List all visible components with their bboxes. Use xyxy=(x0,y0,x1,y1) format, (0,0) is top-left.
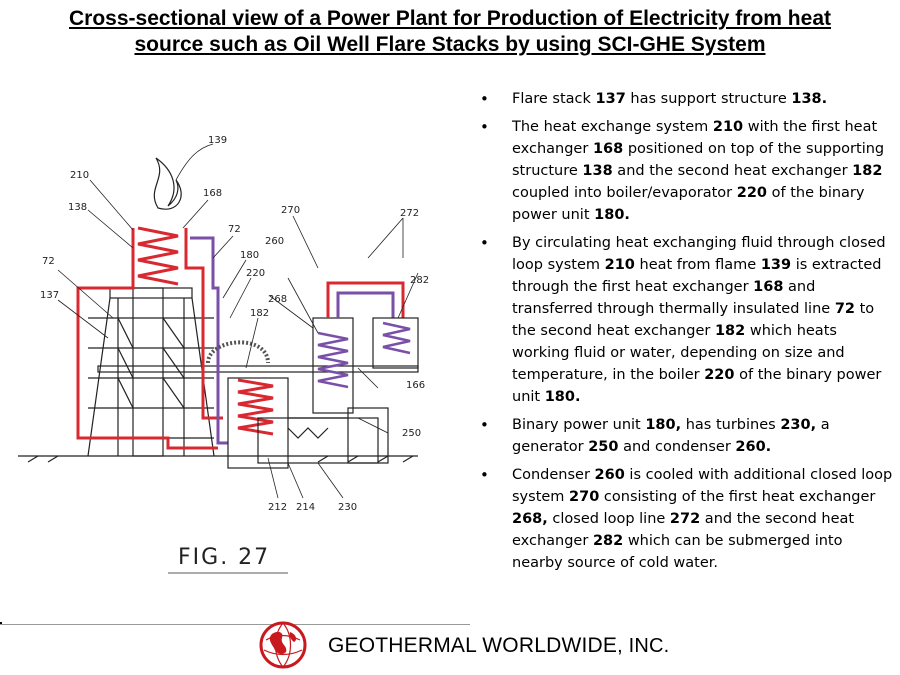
ground xyxy=(18,456,418,462)
reference-number: 180, xyxy=(645,417,682,433)
bullet-text: a generator xyxy=(512,417,830,455)
reference-number: 272 xyxy=(669,511,701,527)
label-139: 139 xyxy=(208,135,228,146)
bullet-text: Binary power unit xyxy=(512,417,646,433)
bullet-text: is extracted through the first heat exchanger xyxy=(512,257,882,295)
bullet-text: and condenser xyxy=(618,439,736,455)
reference-number: 260 xyxy=(594,467,625,483)
label-72-left: 72 xyxy=(42,256,55,267)
bullet-text: and transferred through thermally insulated line xyxy=(512,279,835,317)
label-166: 166 xyxy=(406,380,426,391)
label-250: 250 xyxy=(402,428,422,439)
figure-caption: FIG. 27 xyxy=(178,545,271,570)
bullet-text: and the second heat exchanger xyxy=(512,511,855,549)
label-230: 230 xyxy=(338,502,358,513)
title-line-1: Cross-sectional view of a Power Plant for Production of Electricity from heat xyxy=(69,7,831,30)
reference-number: 250 xyxy=(588,439,619,455)
bullet-text: has turbines xyxy=(681,417,781,433)
bullet-text: heat from flame xyxy=(634,257,761,273)
label-270: 270 xyxy=(281,205,301,216)
bullet-item xyxy=(478,88,896,110)
globe-logo-icon xyxy=(258,620,308,670)
bullet-text: positioned on top of the supporting structure xyxy=(512,141,885,179)
bullet-text: to the second heat exchanger xyxy=(512,301,875,339)
slide-title xyxy=(0,6,900,58)
reference-number: 168 xyxy=(753,279,784,295)
label-212: 212 xyxy=(268,502,288,513)
bullet-item xyxy=(478,232,896,408)
heat-exchanger-168 xyxy=(78,228,223,448)
label-168: 168 xyxy=(203,188,223,199)
reference-number: 139 xyxy=(760,257,792,273)
power-plant-diagram xyxy=(18,118,458,588)
bullet-item xyxy=(478,116,896,226)
bullet-text: is cooled with additional closed loop system xyxy=(512,467,893,505)
label-214: 214 xyxy=(296,502,316,513)
reference-number: 210 xyxy=(604,257,635,273)
reference-number: 182 xyxy=(852,163,883,179)
binary-power-unit-180 xyxy=(208,342,388,468)
leader-lines xyxy=(58,144,418,498)
bullet-text: has support structure xyxy=(625,91,792,107)
reference-number: 72 xyxy=(834,301,855,317)
bullet-text: and the second heat exchanger xyxy=(612,163,853,179)
reference-number: 220 xyxy=(704,367,735,383)
company-name-text: GEOTHERMAL WORLDWIDE xyxy=(328,634,618,657)
reference-number: 182 xyxy=(714,323,746,339)
bullet-text: coupled into boiler/evaporator xyxy=(512,185,737,201)
label-268: 268 xyxy=(268,294,288,305)
bullet-text: with the first heat exchanger xyxy=(512,119,878,157)
bullet-text: By circulating heat exchanging fluid through closed loop system xyxy=(512,235,886,273)
reference-number: 137 xyxy=(595,91,626,107)
bullet-item xyxy=(478,414,896,458)
label-260: 260 xyxy=(265,236,285,247)
reference-number: 168 xyxy=(592,141,624,157)
reference-number: 138 xyxy=(582,163,613,179)
reference-number: 180. xyxy=(594,207,630,223)
reference-number: 220 xyxy=(736,185,768,201)
bullet-text: consisting of the first heat exchanger xyxy=(599,489,876,505)
reference-number: 270 xyxy=(569,489,600,505)
reference-number: 230, xyxy=(780,417,817,433)
reference-number: 180. xyxy=(544,389,581,405)
label-182: 182 xyxy=(250,308,270,319)
description-list xyxy=(478,88,896,580)
bullet-text: of the binary power unit xyxy=(512,367,882,405)
reference-number: 268, xyxy=(512,511,548,527)
label-220: 220 xyxy=(246,268,266,279)
bullet-text: closed loop line xyxy=(547,511,670,527)
title-line-2: source such as Oil Well Flare Stacks by using SCI-GHE System xyxy=(134,33,766,56)
label-282: 282 xyxy=(410,275,430,286)
label-272: 272 xyxy=(400,208,420,219)
bullet-text: of the binary power unit xyxy=(512,185,865,223)
bullet-text: which can be submerged into nearby source of cold water. xyxy=(512,533,843,571)
label-210: 210 xyxy=(70,170,90,181)
label-72-right: 72 xyxy=(228,224,241,235)
bullet-item xyxy=(478,464,896,574)
flame-icon xyxy=(154,158,181,209)
bullet-text: The heat exchange system xyxy=(512,119,713,135)
reference-number: 210 xyxy=(712,119,744,135)
label-137: 137 xyxy=(40,290,60,301)
label-180: 180 xyxy=(240,250,260,261)
footer-divider xyxy=(0,624,470,625)
bullet-text: which heats working fluid or water, depending on size and temperature, in the boiler xyxy=(512,323,845,383)
bullet-text: Flare stack xyxy=(512,91,596,107)
company-suffix: , INC. xyxy=(617,635,670,657)
bullet-text: Condenser xyxy=(512,467,595,483)
closed-loop-272 xyxy=(328,283,418,368)
reference-number: 260. xyxy=(735,439,772,455)
reference-number: 138. xyxy=(791,91,828,107)
company-name xyxy=(328,634,669,658)
reference-number: 282 xyxy=(592,533,624,549)
label-138: 138 xyxy=(68,202,88,213)
